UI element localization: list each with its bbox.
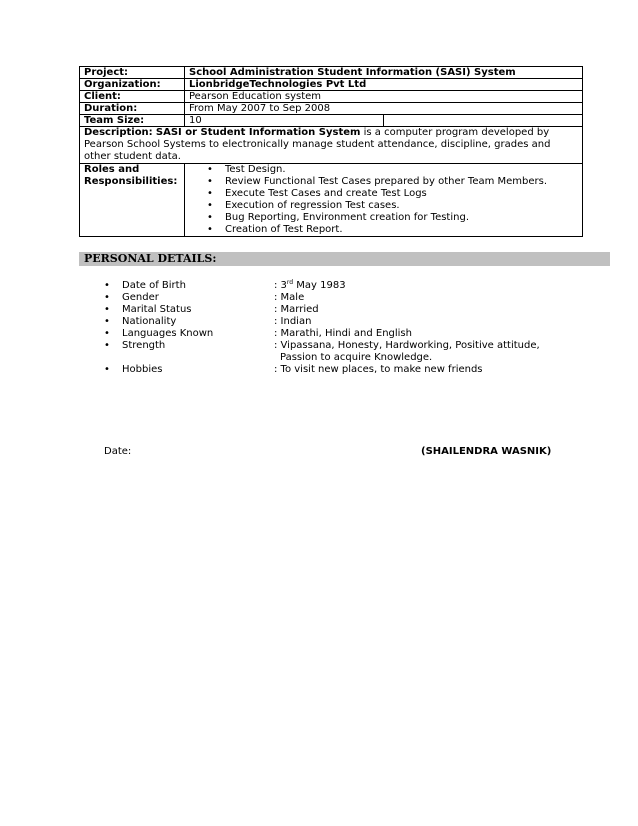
team-size-blank — [384, 115, 583, 127]
detail-value: : Married — [274, 304, 319, 315]
project-row — [80, 67, 583, 79]
duration-row — [80, 103, 583, 115]
detail-value — [274, 340, 554, 364]
roles-label-line1: Roles and — [84, 164, 140, 175]
description-highlight: SASI or Student Information System — [155, 127, 361, 138]
strength-line2: Passion to acquire Knowledge. — [280, 352, 433, 363]
detail-value — [274, 280, 554, 292]
roles-label-line2: Responsibilities: — [84, 176, 178, 187]
list-item — [104, 328, 584, 340]
dob-prefix: : 3 — [274, 280, 287, 291]
project-label: Project: — [80, 67, 185, 79]
roles-list-cell — [185, 164, 583, 237]
detail-key: Strength — [122, 340, 166, 351]
detail-value: : Marathi, Hindi and English — [274, 328, 412, 339]
list-item — [104, 364, 584, 376]
signature-name: (SHAILENDRA WASNIK) — [421, 446, 552, 457]
detail-key: Nationality — [122, 316, 177, 327]
detail-key: Marital Status — [122, 304, 192, 315]
description-row — [80, 127, 583, 164]
duration-value: From May 2007 to Sep 2008 — [185, 103, 583, 115]
list-item — [104, 304, 584, 316]
duration-label: Duration: — [80, 103, 185, 115]
team-size-value: 10 — [185, 115, 384, 127]
personal-details-list — [104, 280, 584, 376]
bullet: • — [104, 364, 110, 375]
roles-list — [185, 164, 578, 236]
strength-line1: : Vipassana, Honesty, Hardworking, Positive attitude, — [274, 340, 540, 351]
detail-key: Date of Birth — [122, 280, 186, 291]
list-item — [104, 316, 584, 328]
list-item: • Execute Test Cases and create Test Logs — [185, 188, 578, 200]
bullet: • — [104, 304, 110, 315]
roles-label-cell — [80, 164, 185, 237]
description-label: Description: — [84, 127, 153, 138]
section-title: PERSONAL DETAILS: — [84, 252, 217, 265]
bullet: • — [104, 280, 110, 291]
list-item: • Review Functional Test Cases prepared by other Team Members. — [185, 176, 578, 188]
list-item — [104, 292, 584, 304]
team-size-label: Team Size: — [80, 115, 185, 127]
description-text: is a computer program developed by Pearson School Systems to electronically manage student attendance, discipline, grades and other student data. — [84, 127, 551, 162]
organization-label: Organization: — [80, 79, 185, 91]
list-item: • Creation of Test Report. — [185, 224, 578, 236]
organization-row — [80, 79, 583, 91]
detail-value: : Male — [274, 292, 305, 303]
client-label: Client: — [80, 91, 185, 103]
date-label: Date: — [104, 446, 132, 457]
dob-sup: rd — [286, 279, 294, 286]
bullet: • — [104, 340, 110, 351]
client-value: Pearson Education system — [185, 91, 583, 103]
bullet: • — [104, 292, 110, 303]
project-table — [79, 66, 583, 237]
list-item: • Execution of regression Test cases. — [185, 200, 578, 212]
client-row — [80, 91, 583, 103]
organization-value: LionbridgeTechnologies Pvt Ltd — [185, 79, 583, 91]
list-item: • Bug Reporting, Environment creation for Testing. — [185, 212, 578, 224]
roles-row — [80, 164, 583, 237]
detail-key: Hobbies — [122, 364, 163, 375]
list-item — [104, 340, 584, 364]
detail-value: : To visit new places, to make new friends — [274, 364, 483, 375]
bullet: • — [104, 328, 110, 339]
detail-key: Languages Known — [122, 328, 214, 339]
detail-value: : Indian — [274, 316, 312, 327]
project-value: School Administration Student Information (SASI) System — [185, 67, 583, 79]
detail-key: Gender — [122, 292, 159, 303]
dob-suffix: May 1983 — [293, 280, 346, 291]
description-cell — [80, 127, 583, 164]
team-size-row — [80, 115, 583, 127]
list-item: • Test Design. — [185, 164, 578, 176]
bullet: • — [104, 316, 110, 327]
list-item — [104, 280, 584, 292]
